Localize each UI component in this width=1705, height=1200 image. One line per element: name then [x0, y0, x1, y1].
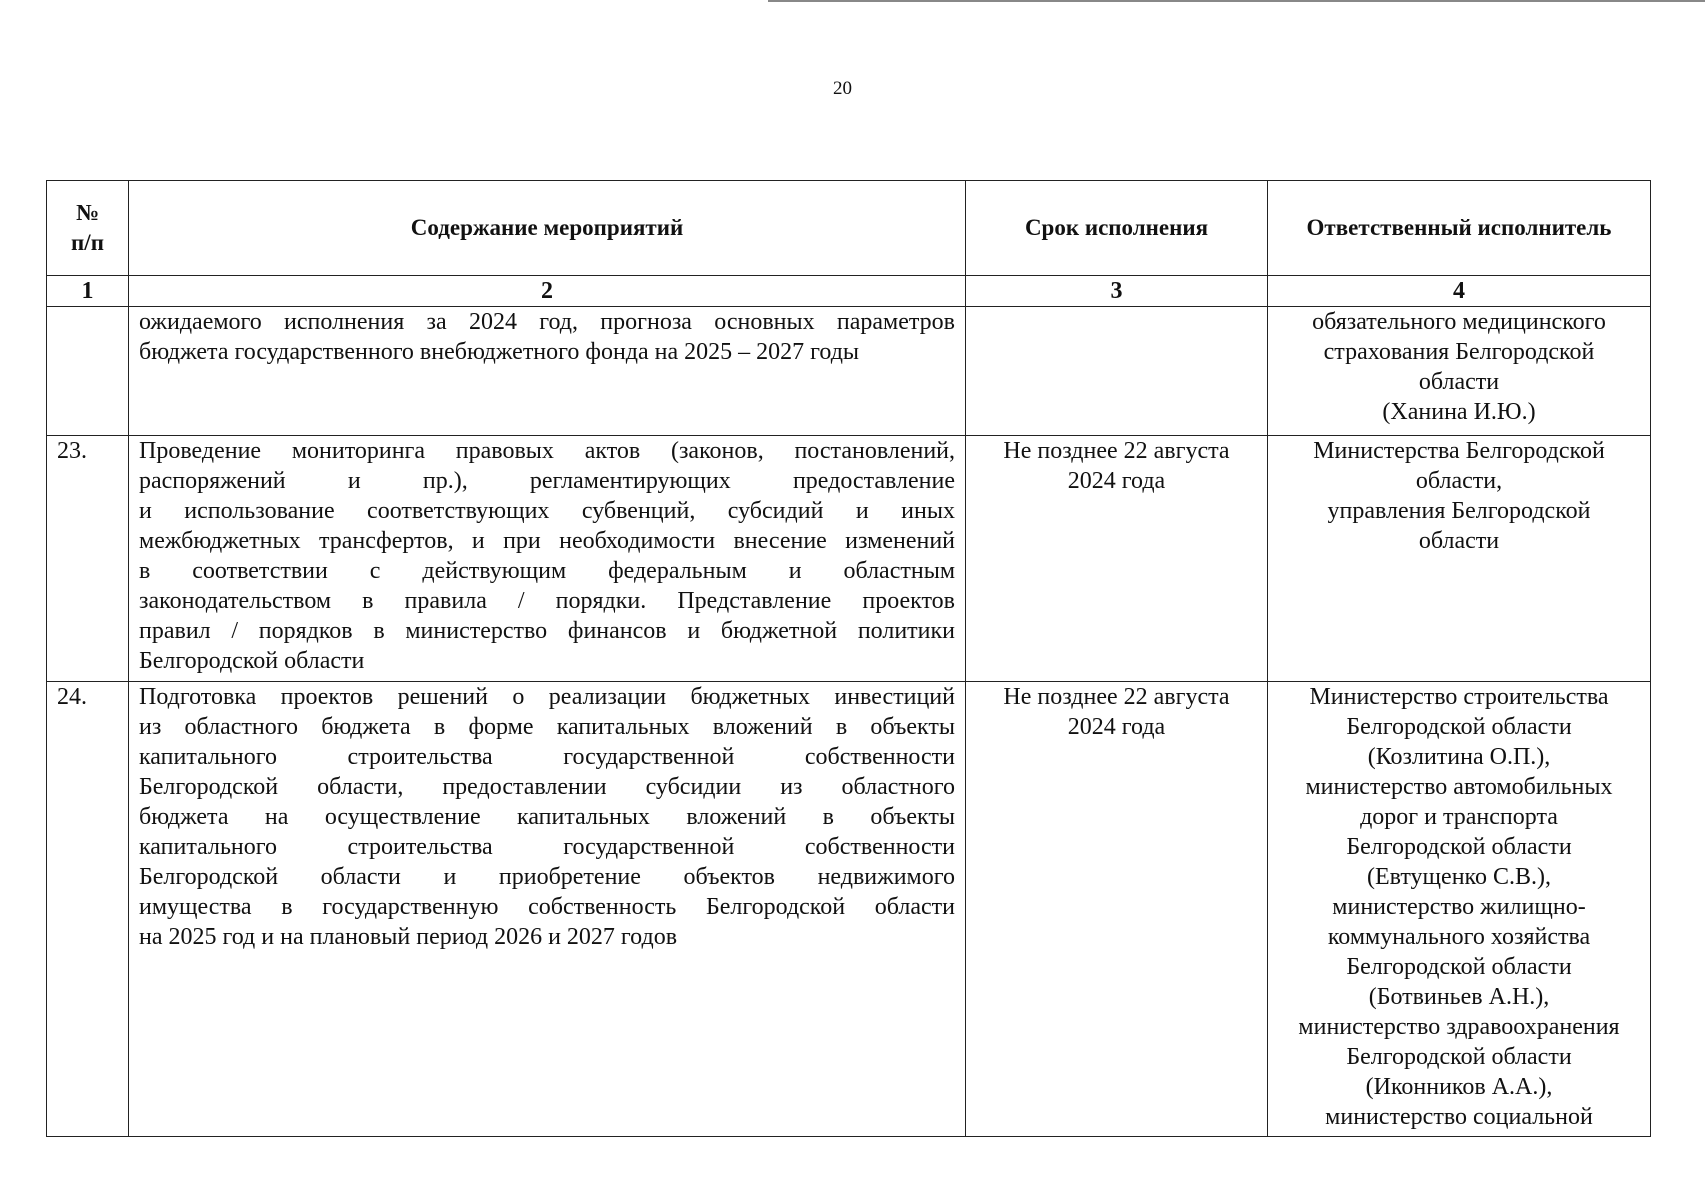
responsible-line: (Евтущенко С.В.),	[1367, 864, 1551, 890]
content-line: Белгородской области, предоставлении субсидии из областного	[139, 774, 955, 800]
content-line: правил / порядков в министерство финансов и бюджетной политики	[139, 618, 955, 644]
row-responsible	[1268, 307, 1651, 436]
table-header-row	[47, 181, 1651, 276]
content-line: Проведение мониторинга правовых актов (законов, постановлений,	[139, 438, 955, 464]
content-line: межбюджетных трансфертов, и при необходимости внесение изменений	[139, 528, 955, 554]
responsible-line: коммунального хозяйства	[1327, 924, 1591, 950]
content-line: Белгородской области и приобретение объектов недвижимого	[139, 864, 955, 890]
row-term	[966, 307, 1268, 436]
page-number: 20	[833, 78, 852, 99]
responsible-line: Белгородской области	[1346, 714, 1572, 740]
row-content	[129, 682, 966, 1137]
header-content: Содержание мероприятий	[129, 181, 966, 276]
responsible-line: министерство здравоохранения	[1298, 1014, 1620, 1040]
responsible-line: Белгородской области	[1346, 834, 1572, 860]
responsible-line: (Иконников А.А.),	[1365, 1074, 1553, 1100]
column-number: 3	[966, 276, 1268, 307]
column-number: 2	[129, 276, 966, 307]
scan-edge-line	[768, 0, 1705, 2]
term-line: Не позднее 22 августа	[1003, 438, 1230, 464]
row-term	[966, 682, 1268, 1137]
row-responsible	[1268, 682, 1651, 1137]
responsible-line: министерство социальной	[1325, 1104, 1593, 1130]
content-line: имущества в государственную собственность Белгородской области	[139, 894, 955, 920]
responsible-line: (Ботвиньев А.Н.),	[1368, 984, 1550, 1010]
content-line: из областного бюджета в форме капитальных вложений в объекты	[139, 714, 955, 740]
responsible-line: страхования Белгородской	[1323, 339, 1595, 365]
responsible-line: дорог и транспорта	[1360, 804, 1558, 830]
responsible-line: Министерство строительства	[1309, 684, 1609, 710]
column-number: 4	[1268, 276, 1651, 307]
content-line: ожидаемого исполнения за 2024 год, прогноза основных параметров	[139, 309, 955, 335]
content-line: бюджета государственного внебюджетного фонда на 2025 – 2027 годы	[139, 339, 860, 365]
responsible-line: (Козлитина О.П.),	[1367, 744, 1551, 770]
row-number: 23.	[47, 436, 129, 682]
column-numbers-row	[47, 276, 1651, 307]
row-term	[966, 436, 1268, 682]
responsible-line: области	[1418, 369, 1500, 395]
content-line: на 2025 год и на плановый период 2026 и 2027 годов	[139, 924, 678, 950]
content-line: бюджета на осуществление капитальных вложений в объекты	[139, 804, 955, 830]
content-line: в соответствии с действующим федеральным и областным	[139, 558, 955, 584]
header-term: Срок исполнения	[966, 181, 1268, 276]
header-number-line: п/п	[71, 230, 104, 255]
responsible-line: управления Белгородской	[1327, 498, 1591, 524]
header-responsible: Ответственный исполнитель	[1268, 181, 1651, 276]
header-number-line: №	[75, 200, 100, 225]
content-line: законодательством в правила / порядки. Представление проектов	[139, 588, 955, 614]
responsible-line: министерство жилищно-	[1332, 894, 1586, 920]
term-line: 2024 года	[1067, 714, 1166, 740]
events-table	[46, 180, 1651, 1137]
responsible-line: области,	[1415, 468, 1503, 494]
row-number	[47, 307, 129, 436]
responsible-line: министерство автомобильных	[1305, 774, 1613, 800]
header-number	[47, 181, 129, 276]
content-line: Подготовка проектов решений о реализации бюджетных инвестиций	[139, 684, 955, 710]
responsible-line: Министерства Белгородской	[1313, 438, 1605, 464]
term-line: 2024 года	[1067, 468, 1166, 494]
responsible-line: области	[1418, 528, 1500, 554]
content-line: Белгородской области	[139, 648, 365, 674]
column-number: 1	[47, 276, 129, 307]
term-line: Не позднее 22 августа	[1003, 684, 1230, 710]
table-row	[47, 436, 1651, 682]
content-line: распоряжений и пр.), регламентирующих предоставление	[139, 468, 955, 494]
content-line: и использование соответствующих субвенций, субсидий и иных	[139, 498, 955, 524]
responsible-line: Белгородской области	[1346, 954, 1572, 980]
content-line: капитального строительства государственной собственности	[139, 834, 955, 860]
row-content	[129, 436, 966, 682]
content-line: капитального строительства государственной собственности	[139, 744, 955, 770]
responsible-line: обязательного медицинского	[1312, 309, 1606, 335]
row-content	[129, 307, 966, 436]
table-row	[47, 682, 1651, 1137]
table-row	[47, 307, 1651, 436]
responsible-line: Белгородской области	[1346, 1044, 1572, 1070]
row-number: 24.	[47, 682, 129, 1137]
responsible-line: (Ханина И.Ю.)	[1382, 399, 1536, 425]
row-responsible	[1268, 436, 1651, 682]
